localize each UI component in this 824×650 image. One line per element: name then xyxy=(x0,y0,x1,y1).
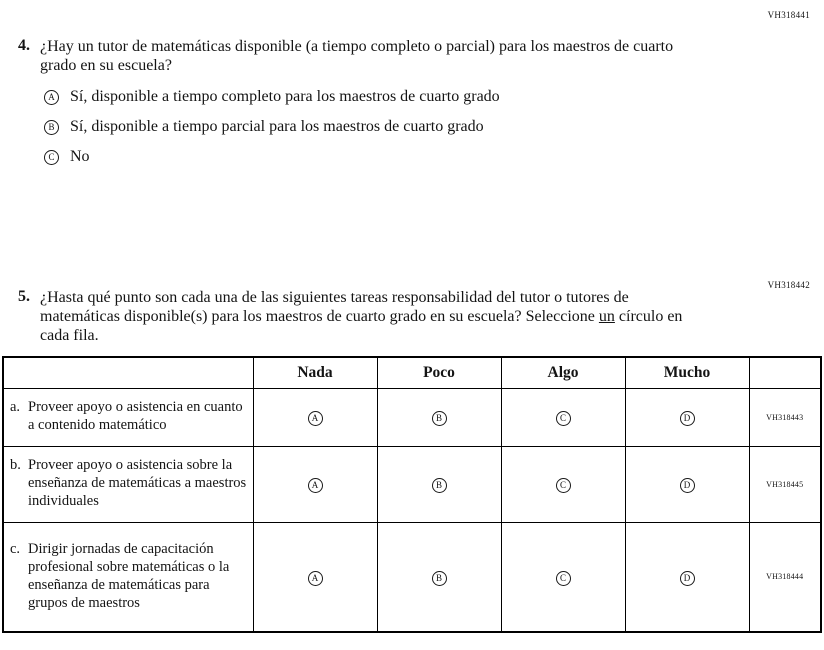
row-b-poco-cell xyxy=(377,446,501,522)
row-c-algo-cell xyxy=(501,522,625,632)
row-a-mucho-radio-bubble[interactable]: D xyxy=(680,411,695,426)
option-c-radio-bubble[interactable]: C xyxy=(44,150,59,165)
row-a-algo-cell xyxy=(501,388,625,446)
question4-options xyxy=(44,88,500,166)
option-c-label: No xyxy=(70,148,90,165)
row-b-mucho-radio-bubble[interactable]: D xyxy=(680,478,695,493)
row-a-poco-radio-bubble[interactable]: B xyxy=(432,411,447,426)
row-a-algo-radio-bubble[interactable]: C xyxy=(556,411,571,426)
row-b-algo-radio-bubble[interactable]: C xyxy=(556,478,571,493)
row-b-code: VH318445 xyxy=(749,446,821,522)
question5-text-before: ¿Hasta qué punto son cada una de las siguientes tareas responsabilidad del tutor o tutores de matemáticas disponible(s) para los maestros de cuarto grado en su escuela? Seleccione xyxy=(40,289,629,325)
row-a-id: a. xyxy=(10,399,21,415)
row-a-poco-cell xyxy=(377,388,501,446)
row-b-label: Proveer apoyo o asistencia sobre la enseñanza de matemáticas a maestros individuales xyxy=(28,457,247,509)
row-b-id: b. xyxy=(10,457,21,473)
row-a-label: Proveer apoyo o asistencia en cuanto a contenido matemático xyxy=(28,399,243,433)
header-mucho: Mucho xyxy=(625,357,749,388)
row-c-nada-radio-bubble[interactable]: A xyxy=(308,571,323,586)
row-c-id: c. xyxy=(10,540,21,557)
row-c-label: Dirigir jornadas de capacitación profesional sobre matemáticas o la enseñanza de matemáticas para grupos de maestros xyxy=(28,540,230,611)
table-row xyxy=(3,522,821,632)
option-b-radio-bubble[interactable]: B xyxy=(44,120,59,135)
row-c-nada-cell xyxy=(253,522,377,632)
question5-text-after: círculo en cada fila. xyxy=(40,308,683,344)
question5-table xyxy=(2,356,822,633)
question5-text-underlined: un xyxy=(598,308,615,325)
option-a-label: Sí, disponible a tiempo completo para los maestros de cuarto grado xyxy=(70,88,500,105)
question4-text: ¿Hay un tutor de matemáticas disponible (a tiempo completo o parcial) para los maestros de cuarto grado en su escuela? xyxy=(40,38,674,74)
table-header-row xyxy=(3,357,821,388)
row-a-nada-cell xyxy=(253,388,377,446)
question4-code: VH318441 xyxy=(767,10,810,20)
row-a-mucho-cell xyxy=(625,388,749,446)
header-nada: Nada xyxy=(253,357,377,388)
question4-option-c[interactable] xyxy=(44,148,500,166)
row-c-algo-radio-bubble[interactable]: C xyxy=(556,571,571,586)
question5-text xyxy=(40,288,696,345)
row-c-poco-radio-bubble[interactable]: B xyxy=(432,571,447,586)
question4 xyxy=(18,37,718,75)
question4-option-a[interactable] xyxy=(44,88,500,106)
table-row xyxy=(3,446,821,522)
question4-number: 4. xyxy=(18,37,30,54)
question5-number: 5. xyxy=(18,288,30,305)
row-c-code: VH318444 xyxy=(749,522,821,632)
table-row xyxy=(3,388,821,446)
row-c-mucho-cell xyxy=(625,522,749,632)
row-a-nada-radio-bubble[interactable]: A xyxy=(308,411,323,426)
row-b-algo-cell xyxy=(501,446,625,522)
row-a-label-cell xyxy=(3,388,253,446)
header-empty-code xyxy=(749,357,821,388)
option-a-radio-bubble[interactable]: A xyxy=(44,90,59,105)
row-c-poco-cell xyxy=(377,522,501,632)
row-c-mucho-radio-bubble[interactable]: D xyxy=(680,571,695,586)
question4-option-b[interactable] xyxy=(44,118,500,136)
row-b-nada-radio-bubble[interactable]: A xyxy=(308,478,323,493)
question5-code: VH318442 xyxy=(767,280,810,290)
header-algo: Algo xyxy=(501,357,625,388)
header-empty-label xyxy=(3,357,253,388)
header-poco: Poco xyxy=(377,357,501,388)
row-c-label-cell xyxy=(3,522,253,632)
row-a-code: VH318443 xyxy=(749,388,821,446)
row-b-poco-radio-bubble[interactable]: B xyxy=(432,478,447,493)
option-b-label: Sí, disponible a tiempo parcial para los maestros de cuarto grado xyxy=(70,118,484,135)
row-b-nada-cell xyxy=(253,446,377,522)
row-b-label-cell xyxy=(3,446,253,522)
question5 xyxy=(18,288,718,345)
row-b-mucho-cell xyxy=(625,446,749,522)
